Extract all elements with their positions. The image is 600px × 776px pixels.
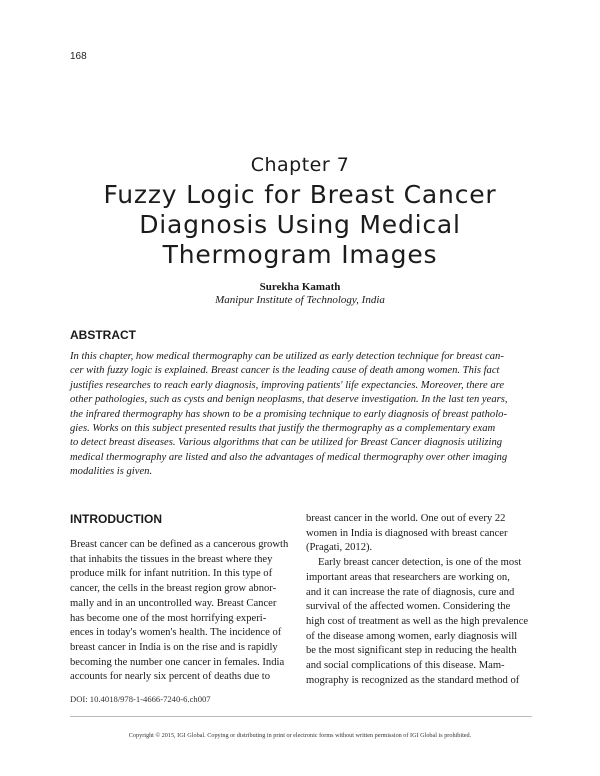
body-line: (Pragati, 2012). [306, 542, 373, 554]
abstract-line: to detect breast diseases. Various algorithms that can be utilized for Breast Cancer diagnosis utilizing [70, 437, 503, 449]
body-line: produce milk for infant nutrition. In this type of [70, 568, 273, 580]
body-line: of the disease among women, early diagnosis will [306, 630, 518, 642]
body-line: important areas that researchers are working on, [306, 571, 510, 583]
chapter-label: Chapter 7 [250, 154, 350, 176]
abstract-line: medical thermography are listed and also the advantages of medical thermography over other imaging [70, 451, 508, 463]
abstract-line: gies. Works on this subject presented results that justify the thermography as a complementary exam [70, 423, 496, 435]
abstract-line: In this chapter, how medical thermography can be utilized as early detection technique for breast can- [70, 351, 504, 362]
title-line: Thermogram Images [162, 240, 438, 269]
doi-reference: DOI: 10.4018/978-1-4666-7240-6.ch007 [70, 694, 211, 704]
body-line: that inhabits the tissues in the breast where they [70, 553, 273, 565]
introduction-right-column [306, 512, 529, 688]
body-line: be the most significant step in reducing the health [306, 645, 517, 657]
body-line: becoming the number one cancer in females. India [70, 656, 285, 668]
abstract-line: the infrared thermography has shown to be a promising technique to early diagnosis of breast patholo- [70, 408, 507, 420]
body-line: high cost of treatment as well as the high prevalence [306, 615, 529, 627]
introduction-left-column [70, 538, 289, 685]
body-line: ences in today's women's health. The incidence of [70, 627, 282, 639]
abstract-line: justifies researches to reach early diagnosis, improving patients' life expectancies. Moreover, there are [70, 379, 505, 391]
body-line: and social complications of this disease. Mam- [306, 660, 505, 672]
body-line: Breast cancer can be defined as a cancerous growth [70, 539, 289, 550]
body-line: survival of the affected women. Considering the [306, 601, 511, 613]
body-line: breast cancer in the world. One out of every 22 [306, 513, 506, 524]
body-line: and it can increase the rate of diagnosis, cure and [306, 586, 515, 598]
title-line: Diagnosis Using Medical [139, 210, 461, 239]
author-name: Surekha Kamath [259, 281, 341, 293]
body-line: mography is recognized as the standard method of [306, 674, 520, 686]
body-line: Early breast cancer detection, is one of the most [318, 557, 522, 569]
body-line: women in India is diagnosed with breast cancer [306, 527, 508, 539]
abstract-body [70, 350, 532, 480]
copyright-notice: Copyright © 2015, IGI Global. Copying or distributing in print or electronic forms without written permission of IGI Global is prohibited. [128, 732, 472, 739]
abstract-line: cer with fuzzy logic is explained. Breast cancer is the leading cause of death among women. This fact [70, 365, 500, 377]
abstract-line: other pathologies, such as cysts and benign neoplasms, that deserve investigation. In the last ten years, [70, 394, 508, 406]
body-line: mally and in an uncontrolled way. Breast Cancer [70, 597, 277, 609]
footer-divider [70, 716, 532, 717]
body-line: breast cancer in India is on the rise and is rapidly [70, 641, 278, 653]
chapter-title [60, 180, 540, 270]
abstract-heading: ABSTRACT [70, 328, 136, 342]
title-line: Fuzzy Logic for Breast Cancer [103, 180, 497, 209]
abstract-line: modalities is given. [70, 466, 153, 478]
page-number: 168 [70, 51, 87, 62]
author-affiliation: Manipur Institute of Technology, India [215, 294, 385, 306]
body-line: accounts for nearly six percent of deaths due to [70, 671, 271, 683]
body-line: cancer, the cells in the breast region grow abnor- [70, 583, 277, 595]
introduction-heading: INTRODUCTION [70, 512, 162, 526]
body-line: has become one of the most horrifying experi- [70, 612, 267, 624]
